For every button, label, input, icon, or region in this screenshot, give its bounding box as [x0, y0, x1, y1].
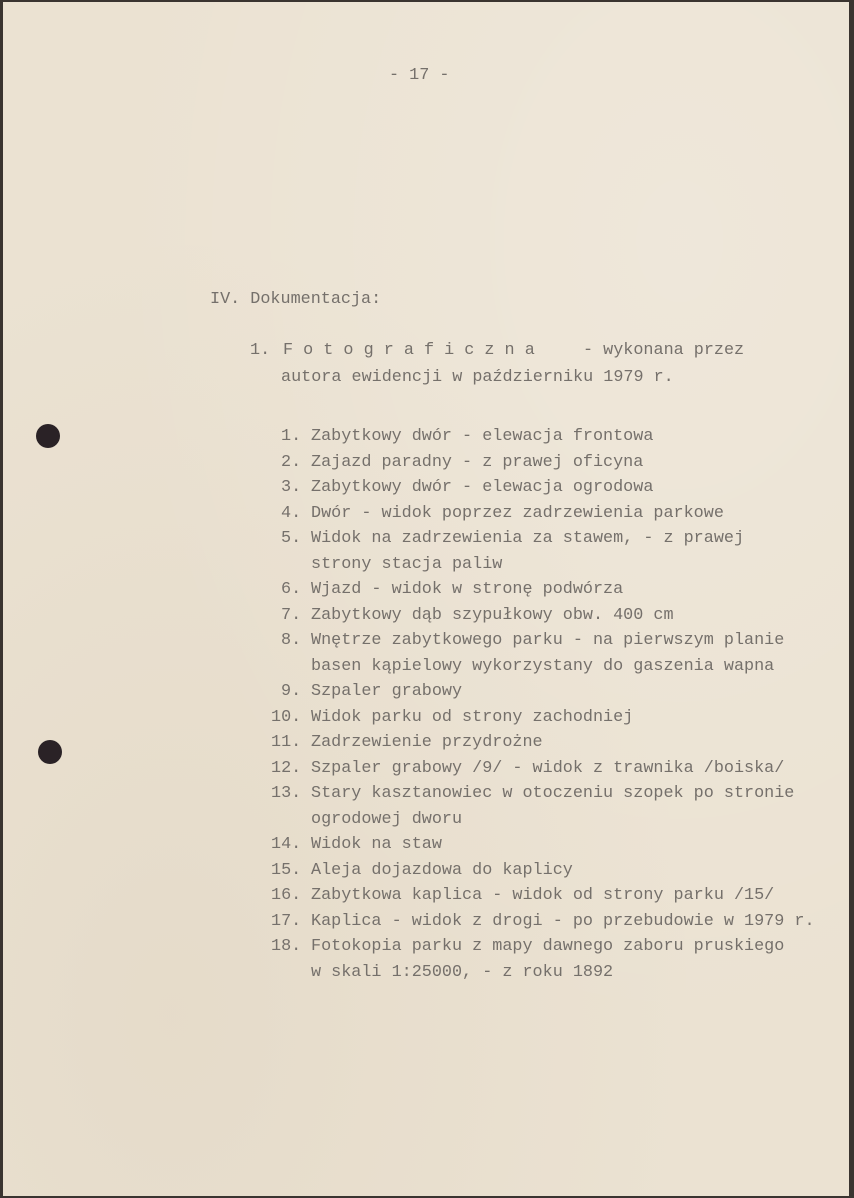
subsection-line2: autora ewidencji w październiku 1979 r.	[281, 368, 674, 387]
subsection-number: 1.	[250, 341, 271, 360]
list-item-number: 8.	[281, 631, 302, 650]
list-item-text: Widok na staw	[311, 835, 442, 854]
list-item-text: Fotokopia parku z mapy dawnego zaboru pruskiego	[311, 937, 785, 956]
list-item-number: 7.	[281, 606, 302, 625]
section-heading: IV. Dokumentacja:	[210, 290, 382, 309]
list-item-number: 10.	[271, 708, 302, 727]
list-item-number: 1.	[281, 427, 302, 446]
list-item-text: Stary kasztanowiec w otoczeniu szopek po stronie	[311, 784, 795, 803]
punch-hole-top	[36, 424, 60, 448]
list-item-number: 14.	[271, 835, 302, 854]
list-item-text: Zabytkowy dąb szypułkowy obw. 400 cm	[311, 606, 674, 625]
subsection-title-rest: - wykonana przez	[583, 341, 745, 360]
list-item-text: Zabytkowy dwór - elewacja ogrodowa	[311, 478, 654, 497]
list-item-text: Wnętrze zabytkowego parku - na pierwszym planie	[311, 631, 785, 650]
list-item-text: Wjazd - widok w stronę podwórza	[311, 580, 624, 599]
list-item-number: 3.	[281, 478, 302, 497]
list-item-text: Widok parku od strony zachodniej	[311, 708, 634, 727]
list-item-number: 16.	[271, 886, 302, 905]
subsection-title: F o t o g r a f i c z n a	[283, 341, 535, 360]
list-item-text: Szpaler grabowy	[311, 682, 463, 701]
punch-hole-bottom	[38, 740, 62, 764]
list-item-number: 15.	[271, 861, 302, 880]
list-item-number: 13.	[271, 784, 302, 803]
list-item-text-continued: strony stacja paliw	[311, 555, 503, 574]
list-item-number: 12.	[271, 759, 302, 778]
list-item-number: 11.	[271, 733, 302, 752]
list-item-text: Zadrzewienie przydrożne	[311, 733, 543, 752]
list-item-number: 5.	[281, 529, 302, 548]
list-item-text: Dwór - widok poprzez zadrzewienia parkowe	[311, 504, 724, 523]
list-item-number: 6.	[281, 580, 302, 599]
list-item-number: 18.	[271, 937, 302, 956]
list-item-text-continued: basen kąpielowy wykorzystany do gaszenia wapna	[311, 657, 775, 676]
list-item-text: Zabytkowa kaplica - widok od strony parku /15/	[311, 886, 775, 905]
list-item-text: Zajazd paradny - z prawej oficyna	[311, 453, 644, 472]
list-item-number: 17.	[271, 912, 302, 931]
list-item-text: Aleja dojazdowa do kaplicy	[311, 861, 573, 880]
list-item-number: 2.	[281, 453, 302, 472]
page-number: - 17 -	[389, 66, 450, 85]
document-page	[3, 2, 849, 1196]
list-item-text: Zabytkowy dwór - elewacja frontowa	[311, 427, 654, 446]
list-item-text-continued: ogrodowej dworu	[311, 810, 463, 829]
list-item-text: Szpaler grabowy /9/ - widok z trawnika /boiska/	[311, 759, 785, 778]
list-item-number: 4.	[281, 504, 302, 523]
list-item-text: Kaplica - widok z drogi - po przebudowie w 1979 r.	[311, 912, 815, 931]
list-item-text-continued: w skali 1:25000, - z roku 1892	[311, 963, 614, 982]
list-item-text: Widok na zadrzewienia za stawem, - z prawej	[311, 529, 745, 548]
list-item-number: 9.	[281, 682, 302, 701]
